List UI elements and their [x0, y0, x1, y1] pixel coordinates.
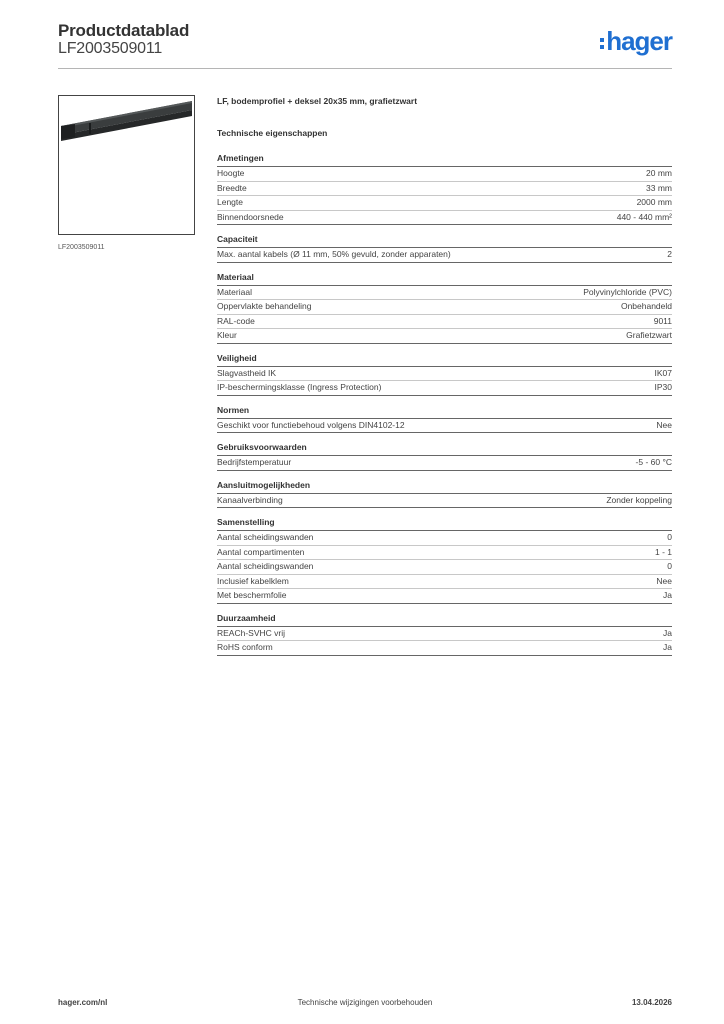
spec-label: Slagvastheid IK — [217, 367, 277, 378]
spec-value: Ja — [663, 642, 672, 652]
spec-label: Aantal scheidingswanden — [217, 532, 314, 542]
header-divider — [58, 68, 672, 69]
spec-section — [217, 152, 672, 225]
spec-section — [217, 352, 672, 396]
spec-section — [217, 479, 672, 509]
spec-row — [217, 211, 672, 226]
spec-label: Oppervlakte behandeling — [217, 301, 312, 311]
section-title: Duurzaamheid — [217, 612, 672, 627]
product-specs — [217, 90, 672, 656]
spec-row — [217, 286, 672, 301]
spec-label: IP-beschermingsklasse (Ingress Protection) — [217, 382, 382, 392]
spec-label: Aantal scheidingswanden — [217, 561, 314, 571]
spec-value: Nee — [656, 419, 672, 430]
product-code: LF2003509011 — [58, 40, 163, 57]
section-title: Aansluitmogelijkheden — [217, 479, 672, 494]
spec-row — [217, 182, 672, 197]
spec-section — [217, 441, 672, 471]
spec-label: Max. aantal kabels (Ø 11 mm, 50% gevuld, zonder apparaten) — [217, 249, 451, 259]
spec-section — [217, 516, 672, 604]
spec-section — [217, 271, 672, 344]
section-title: Veiligheid — [217, 352, 672, 367]
section-title: Capaciteit — [217, 233, 672, 248]
product-description: LF, bodemprofiel + deksel 20x35 mm, grafietzwart — [217, 96, 418, 106]
spec-value: Nee — [656, 575, 672, 586]
logo-text: hager — [606, 26, 672, 56]
spec-row — [217, 456, 672, 471]
spec-value: Ja — [663, 627, 672, 638]
spec-section — [217, 233, 672, 263]
spec-row — [217, 419, 672, 434]
spec-value: Zonder koppeling — [606, 494, 672, 505]
spec-value: 1 - 1 — [654, 546, 672, 557]
spec-label: REACh-SVHC vrij — [217, 627, 286, 638]
spec-label: Breedte — [217, 182, 247, 193]
spec-row — [217, 381, 672, 396]
spec-label: Geschikt voor functiebehoud volgens DIN4102-12 — [217, 419, 405, 430]
spec-value: 440 - 440 mm² — [616, 211, 672, 222]
spec-section — [217, 612, 672, 656]
spec-value: Onbehandeld — [620, 301, 672, 311]
spec-row — [217, 546, 672, 561]
spec-value: Ja — [663, 590, 672, 600]
spec-row — [217, 196, 672, 211]
spec-label: Aantal compartimenten — [217, 546, 305, 557]
spec-value: 0 — [667, 532, 672, 542]
page-footer — [58, 998, 672, 1010]
technical-heading: Technische eigenschappen — [217, 128, 328, 138]
section-title: Gebruiksvoorwaarden — [217, 441, 672, 456]
document-title: Productdatablad — [58, 21, 190, 40]
spec-row — [217, 315, 672, 330]
image-caption: LF2003509011 — [58, 244, 105, 251]
spec-value: IK07 — [654, 367, 672, 378]
product-image — [58, 95, 195, 235]
page-header — [58, 20, 672, 68]
spec-value: 33 mm — [646, 182, 672, 193]
section-title: Normen — [217, 404, 672, 419]
spec-value: 0 — [667, 561, 672, 571]
spec-row — [217, 367, 672, 382]
spec-row — [217, 641, 672, 656]
spec-row — [217, 589, 672, 604]
spec-row — [217, 494, 672, 509]
spec-sections — [217, 152, 672, 656]
spec-label: Materiaal — [217, 286, 252, 297]
spec-label: Lengte — [217, 197, 243, 207]
spec-value: 2 — [667, 249, 672, 259]
spec-value: Grafietzwart — [626, 330, 672, 340]
cable-duct-icon — [59, 96, 194, 234]
section-title: Afmetingen — [217, 152, 672, 167]
spec-label: Hoogte — [217, 168, 245, 178]
spec-row — [217, 248, 672, 263]
spec-value: 2000 mm — [636, 197, 672, 207]
logo-dots-icon — [600, 38, 604, 49]
spec-row — [217, 627, 672, 642]
spec-value: Polyvinylchloride (PVC) — [583, 286, 672, 297]
spec-label: RAL-code — [217, 315, 255, 326]
spec-value: 20 mm — [646, 168, 672, 178]
spec-section — [217, 404, 672, 434]
section-title: Samenstelling — [217, 516, 672, 531]
spec-row — [217, 575, 672, 590]
spec-label: Binnendoorsnede — [217, 211, 284, 222]
spec-label: Kleur — [217, 330, 237, 340]
section-title: Materiaal — [217, 271, 672, 286]
spec-row — [217, 329, 672, 344]
spec-label: Inclusief kabelklem — [217, 575, 289, 586]
hager-logo — [600, 28, 672, 54]
spec-row — [217, 531, 672, 546]
footer-date: 13.04.2026 — [631, 998, 672, 1007]
spec-value: IP30 — [654, 382, 672, 392]
footer-disclaimer: Technische wijzigingen voorbehouden — [297, 998, 433, 1007]
spec-label: Met beschermfolie — [217, 590, 287, 600]
spec-value: -5 - 60 °C — [635, 457, 672, 467]
spec-value: 9011 — [653, 315, 672, 326]
spec-row — [217, 167, 672, 182]
spec-label: Bedrijfstemperatuur — [217, 457, 292, 467]
spec-label: Kanaalverbinding — [217, 494, 283, 505]
spec-row — [217, 560, 672, 575]
spec-row — [217, 300, 672, 315]
footer-website[interactable]: hager.com/nl — [58, 998, 108, 1007]
spec-label: RoHS conform — [217, 642, 273, 652]
